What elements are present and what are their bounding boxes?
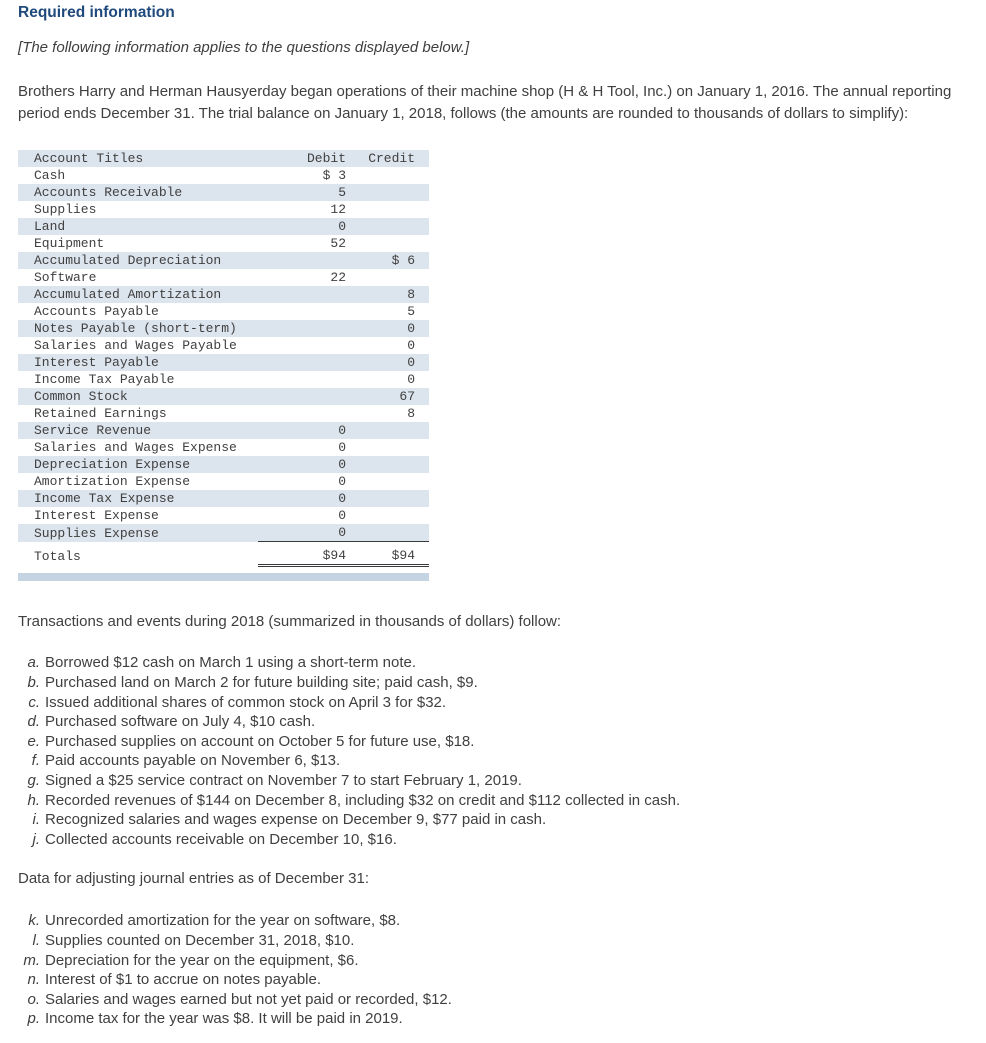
table-cell-debit: $ 3 — [322, 168, 346, 184]
adjustments-list — [18, 911, 966, 1029]
table-cell-debit: 0 — [338, 474, 346, 490]
table-row — [18, 490, 429, 507]
table-cell-debit: 5 — [338, 185, 346, 201]
table-row — [18, 337, 429, 354]
list-item-letter: p. — [27, 1010, 40, 1028]
table-row — [18, 422, 429, 439]
table-cell-account: Salaries and Wages Payable — [34, 338, 237, 354]
table-row — [18, 320, 429, 337]
table-cell-debit — [258, 303, 348, 320]
table-cell-account: Income Tax Payable — [34, 372, 175, 388]
list-item-letter: o. — [27, 990, 40, 1008]
totals-credit: $94 — [348, 542, 429, 566]
intro-paragraph: Brothers Harry and Herman Hausyerday began operations of their machine shop (H & H Tool, Inc.) on January 1, 2016. The annual reporting period ends December 31. The trial balance on January 1, 2018, follows (the amounts are rounded to thousands of dollars to simplify): — [18, 83, 952, 123]
list-item — [18, 990, 966, 1010]
table-cell-account: Notes Payable (short-term) — [34, 321, 237, 337]
list-item-text: Issued additional shares of common stock on April 3 for $32. — [45, 693, 447, 711]
col-account-titles: Account Titles — [34, 151, 144, 167]
table-row — [18, 388, 429, 405]
table-cell-account: Software — [34, 270, 97, 286]
page-title: Required information — [18, 4, 175, 21]
table-cell-account: Salaries and Wages Expense — [34, 440, 237, 456]
table-cell-credit — [348, 235, 429, 252]
table-cell-debit: 0 — [258, 524, 348, 542]
table-row — [18, 167, 429, 184]
list-item — [18, 751, 966, 771]
table-cell-account: Accounts Payable — [34, 304, 159, 320]
table-row — [18, 218, 429, 235]
table-cell-credit: 0 — [407, 321, 415, 337]
table-row — [18, 507, 429, 524]
list-item-letter: i. — [32, 811, 40, 829]
table-cell-debit — [258, 252, 348, 269]
transactions-list — [18, 653, 966, 849]
table-cell-account: Interest Payable — [34, 355, 159, 371]
list-item-text: Income tax for the year was $8. It will be paid in 2019. — [45, 1010, 403, 1028]
list-item-letter: a. — [27, 654, 40, 672]
trial-balance-body — [18, 167, 429, 542]
list-item — [18, 673, 966, 693]
list-item-letter: d. — [27, 713, 40, 731]
table-cell-credit — [348, 167, 429, 184]
list-item-text: Collected accounts receivable on December 10, $16. — [45, 830, 397, 848]
table-header-row — [18, 150, 429, 167]
list-item — [18, 970, 966, 990]
totals-label: Totals — [34, 548, 81, 564]
table-row — [18, 405, 429, 422]
list-item — [18, 712, 966, 732]
table-row — [18, 354, 429, 371]
table-cell-debit — [258, 371, 348, 388]
table-row — [18, 371, 429, 388]
table-row — [18, 184, 429, 201]
table-cell-account: Cash — [34, 168, 66, 184]
table-cell-debit: 0 — [338, 491, 346, 507]
table-cell-debit — [258, 286, 348, 303]
list-item-letter: l. — [32, 931, 40, 949]
list-item-text: Supplies counted on December 31, 2018, $10. — [45, 931, 355, 949]
applies-note: [The following information applies to the questions displayed below.] — [18, 39, 470, 56]
list-item — [18, 693, 966, 713]
table-row — [18, 201, 429, 218]
table-footer-bar — [18, 573, 429, 581]
list-item-letter: f. — [31, 752, 40, 770]
table-cell-debit — [258, 354, 348, 371]
list-item — [18, 1009, 966, 1029]
col-debit: Debit — [306, 151, 346, 167]
table-row — [18, 252, 429, 269]
table-cell-account: Income Tax Expense — [34, 491, 175, 507]
table-cell-account: Accounts Receivable — [34, 185, 183, 201]
table-cell-credit: 0 — [407, 372, 415, 388]
table-cell-credit — [348, 422, 429, 439]
list-item-text: Purchased land on March 2 for future building site; paid cash, $9. — [45, 673, 478, 691]
list-item-text: Borrowed $12 cash on March 1 using a short-term note. — [45, 654, 417, 672]
list-item-text: Purchased supplies on account on October 5 for future use, $18. — [45, 732, 475, 750]
list-item-letter: m. — [23, 951, 40, 969]
transactions-heading: Transactions and events during 2018 (summarized in thousands of dollars) follow: — [18, 613, 562, 631]
list-item-text: Depreciation for the year on the equipment, $6. — [45, 951, 359, 969]
totals-row — [18, 542, 429, 566]
table-cell-credit: $ 6 — [391, 253, 415, 269]
table-cell-credit: 8 — [407, 287, 415, 303]
trial-balance-table — [18, 150, 429, 567]
table-row — [18, 439, 429, 456]
list-item — [18, 830, 966, 850]
table-cell-debit: 0 — [338, 440, 346, 456]
list-item-text: Interest of $1 to accrue on notes payable. — [45, 971, 322, 989]
table-cell-debit: 0 — [338, 508, 346, 524]
table-cell-account: Amortization Expense — [34, 474, 191, 490]
list-item-letter: j. — [32, 830, 40, 848]
list-item-text: Unrecorded amortization for the year on software, $8. — [45, 912, 401, 930]
list-item-letter: c. — [28, 693, 40, 711]
table-cell-account: Retained Earnings — [34, 406, 167, 422]
table-cell-debit: 0 — [338, 219, 346, 235]
list-item-letter: h. — [27, 791, 40, 809]
table-cell-credit: 0 — [407, 355, 415, 371]
list-item-text: Salaries and wages earned but not yet paid or recorded, $12. — [45, 990, 452, 1008]
table-cell-account: Service Revenue — [34, 423, 152, 439]
table-cell-credit — [348, 507, 429, 524]
list-item-letter: g. — [27, 771, 40, 789]
table-cell-account: Interest Expense — [34, 508, 159, 524]
list-item-text: Recognized salaries and wages expense on December 9, $77 paid in cash. — [45, 811, 547, 829]
list-item-text: Paid accounts payable on November 6, $13. — [45, 752, 341, 770]
totals-debit: $94 — [258, 542, 348, 566]
table-cell-account: Depreciation Expense — [34, 457, 191, 473]
list-item-letter: k. — [28, 912, 40, 930]
table-cell-credit: 67 — [399, 389, 415, 405]
table-cell-account: Common Stock — [34, 389, 128, 405]
table-cell-credit — [348, 524, 429, 542]
table-row — [18, 303, 429, 320]
table-cell-credit — [348, 456, 429, 473]
list-item — [18, 951, 966, 971]
table-cell-account: Accumulated Depreciation — [34, 253, 222, 269]
col-credit: Credit — [368, 151, 415, 167]
table-row — [18, 456, 429, 473]
list-item-letter: b. — [27, 673, 40, 691]
list-item — [18, 911, 966, 931]
list-item-text: Purchased software on July 4, $10 cash. — [45, 713, 316, 731]
list-item — [18, 931, 966, 951]
table-cell-debit — [258, 388, 348, 405]
table-cell-credit — [348, 184, 429, 201]
table-cell-account: Supplies — [34, 202, 97, 218]
list-item — [18, 653, 966, 673]
table-cell-debit — [258, 405, 348, 422]
adjustments-heading: Data for adjusting journal entries as of December 31: — [18, 870, 370, 888]
table-cell-credit: 0 — [407, 338, 415, 354]
table-row — [18, 473, 429, 490]
table-cell-account: Land — [34, 219, 66, 235]
table-cell-account: Equipment — [34, 236, 105, 252]
table-cell-debit: 12 — [330, 202, 346, 218]
list-item — [18, 732, 966, 752]
table-row — [18, 286, 429, 303]
list-item — [18, 791, 966, 811]
table-row — [18, 269, 429, 286]
table-cell-debit — [258, 337, 348, 354]
table-cell-credit — [348, 439, 429, 456]
list-item-text: Recorded revenues of $144 on December 8, including $32 on credit and $112 collected in cash. — [45, 791, 681, 809]
table-cell-credit — [348, 218, 429, 235]
table-cell-debit: 0 — [338, 457, 346, 473]
list-item-text: Signed a $25 service contract on November 7 to start February 1, 2019. — [45, 771, 522, 789]
table-cell-credit — [348, 473, 429, 490]
list-item-letter: n. — [27, 971, 40, 989]
table-row — [18, 235, 429, 252]
table-cell-account: Accumulated Amortization — [34, 287, 222, 303]
table-cell-account: Supplies Expense — [34, 525, 159, 541]
table-cell-credit — [348, 201, 429, 218]
list-item-letter: e. — [27, 732, 40, 750]
table-cell-debit — [258, 320, 348, 337]
table-row — [18, 524, 429, 542]
list-item — [18, 771, 966, 791]
table-cell-debit: 52 — [330, 236, 346, 252]
table-cell-credit: 5 — [407, 304, 415, 320]
table-cell-debit: 22 — [330, 270, 346, 286]
list-item — [18, 810, 966, 830]
table-cell-debit: 0 — [338, 423, 346, 439]
table-cell-credit: 8 — [407, 406, 415, 422]
table-cell-credit — [348, 490, 429, 507]
table-cell-credit — [348, 269, 429, 286]
